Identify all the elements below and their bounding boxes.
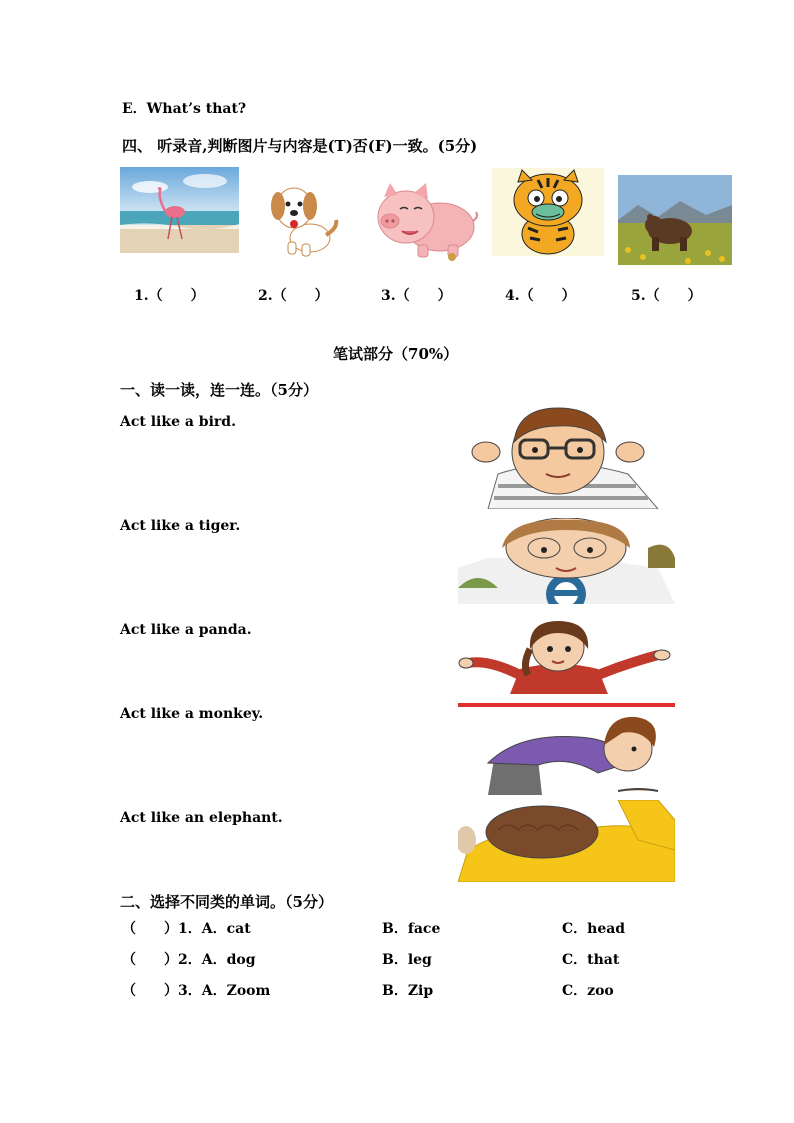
part-1-title: 一、读一读，连一连。（5分）	[120, 381, 318, 399]
dog-icon	[266, 180, 342, 258]
option-c: C．head	[562, 921, 626, 937]
option-a: 2．A．dog	[178, 952, 256, 968]
option-c: C．that	[562, 952, 620, 968]
question-row	[122, 980, 682, 1000]
option-b: B．leg	[382, 952, 432, 968]
answer-bracket[interactable]: （ ）	[122, 983, 178, 999]
phrase-tiger: Act like a tiger.	[120, 518, 241, 534]
child-back-yellow-icon	[458, 800, 675, 882]
phrase-elephant: Act like an elephant.	[120, 810, 283, 826]
girl-hands-eyes-icon	[458, 518, 675, 604]
boy-glasses-icon	[458, 404, 665, 509]
pig-icon	[370, 177, 480, 263]
listening-item-e: E．What’s that?	[122, 101, 247, 117]
answer-slot-4[interactable]: 4.（ ）	[505, 288, 576, 304]
answer-bracket[interactable]: （ ）	[122, 952, 178, 968]
answer-bracket[interactable]: （ ）	[122, 921, 178, 937]
section-4-title: 四、 听录音,判断图片与内容是(T)否(F)一致。(5分)	[122, 137, 478, 155]
bear-icon	[618, 175, 732, 265]
written-part-title: 笔试部分（70%）	[333, 345, 459, 363]
answer-slot-5[interactable]: 5.（ ）	[631, 288, 702, 304]
part-2-title: 二、选择不同类的单词。（5分）	[120, 893, 333, 911]
boy-bending-icon	[458, 703, 675, 795]
answer-slot-3[interactable]: 3.（ ）	[381, 288, 452, 304]
girl-arms-out-icon	[458, 619, 675, 694]
phrase-monkey: Act like a monkey.	[120, 706, 264, 722]
answer-slot-1[interactable]: 1.（ ）	[134, 288, 205, 304]
flamingo-icon	[120, 167, 239, 253]
tiger-icon	[492, 168, 604, 256]
answer-slot-2[interactable]: 2.（ ）	[258, 288, 329, 304]
phrase-panda: Act like a panda.	[120, 622, 252, 638]
phrase-bird: Act like a bird.	[120, 414, 236, 430]
option-c: C．zoo	[562, 983, 614, 999]
question-row	[122, 918, 682, 938]
option-b: B．Zip	[382, 983, 434, 999]
option-a: 1．A．cat	[178, 921, 251, 937]
option-a: 3．A．Zoom	[178, 983, 271, 999]
option-b: B．face	[382, 921, 441, 937]
question-row	[122, 949, 682, 969]
